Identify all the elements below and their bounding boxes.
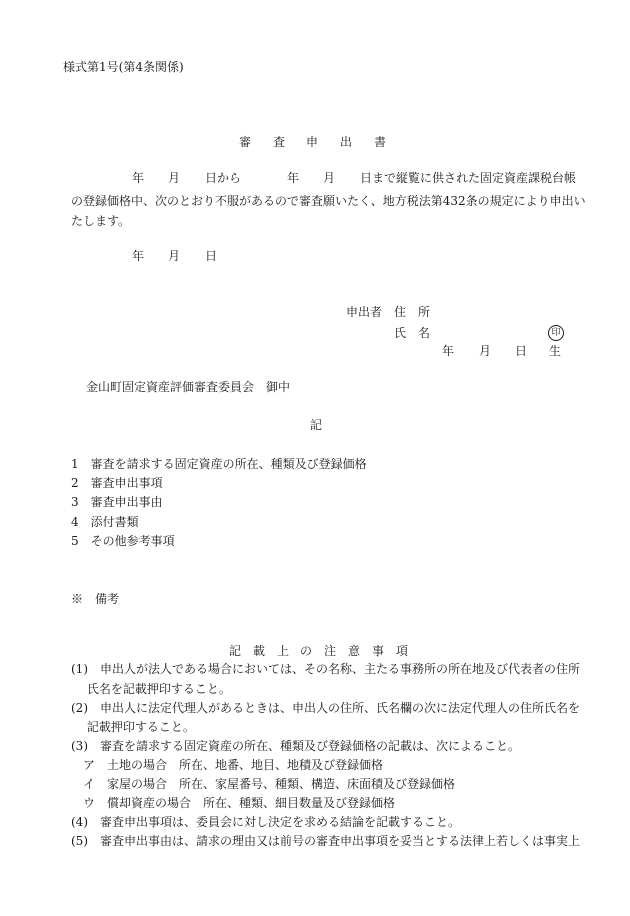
list-item: 1 審査を請求する固定資産の所在、種類及び登録価格 xyxy=(71,457,367,471)
notes-title-char: の xyxy=(300,644,313,658)
note-line: (3) 審査を請求する固定資産の所在、種類及び登録価格の記載は、次によること。 xyxy=(71,739,521,753)
note-line: (5) 審査申出事由は、請求の理由又は前号の審査申出事項を妥当とする法律上若しくは事実上 xyxy=(71,834,581,848)
note-line: (1) 申出人が法人である場合においては、その名称、主たる事務所の所在地及び代表者の住所 xyxy=(71,662,581,676)
form-label: 様式第1号(第4条関係) xyxy=(63,60,184,74)
intro-year-2: 年 xyxy=(287,171,300,185)
notes-title-char: 項 xyxy=(396,644,409,658)
applicant-label: 申出者 xyxy=(346,305,383,319)
intro-month-2: 月 xyxy=(323,171,336,185)
recipient: 金山町固定資産評価審査委員会 御中 xyxy=(86,380,291,394)
ki-heading: 記 xyxy=(310,418,323,432)
remarks-heading: ※ 備考 xyxy=(71,592,120,606)
note-line: (2) 申出人に法定代理人があるときは、申出人の住所、氏名欄の次に法定代理人の住所氏名を xyxy=(71,701,581,715)
note-line: 記載押印すること。 xyxy=(71,720,195,734)
notes-title-char: 事 xyxy=(372,644,385,658)
notes-title-char: 意 xyxy=(348,644,361,658)
list-item: 3 審査申出事由 xyxy=(71,495,163,509)
notes-title-char: 記 xyxy=(229,644,242,658)
seal-mark: 印 xyxy=(548,325,564,341)
title-char: 申 xyxy=(306,135,319,149)
notes-title-char: 載 xyxy=(253,644,266,658)
address-label: 住 所 xyxy=(394,305,431,319)
intro-from: 日から xyxy=(205,171,242,185)
note-line: ウ 償却資産の場合 所在、種類、細目数量及び登録価格 xyxy=(71,796,396,810)
date-year: 年 xyxy=(132,249,145,263)
birth-day: 日 xyxy=(515,344,528,358)
birth-suffix: 生 xyxy=(549,344,562,358)
notes-title-char: 上 xyxy=(277,644,290,658)
intro-until: 日まで縦覧に供された固定資産課税台帳 xyxy=(360,171,577,185)
intro-line-3: たします。 xyxy=(71,214,131,228)
list-item: 2 審査申出事項 xyxy=(71,476,163,490)
birth-month: 月 xyxy=(479,344,492,358)
list-item: 5 その他参考事項 xyxy=(71,534,175,548)
note-line: ア 土地の場合 所在、地番、地目、地積及び登録価格 xyxy=(71,758,384,772)
name-label: 氏 名 xyxy=(394,326,431,340)
title-char: 査 xyxy=(273,135,286,149)
title-char: 書 xyxy=(374,135,387,149)
date-day: 日 xyxy=(205,249,218,263)
list-item: 4 添付書類 xyxy=(71,515,139,529)
notes-title-char: 注 xyxy=(324,644,337,658)
intro-year: 年 xyxy=(132,171,145,185)
note-line: イ 家屋の場合 所在、家屋番号、種類、構造、床面積及び登録価格 xyxy=(71,777,456,791)
note-line: 氏名を記載押印すること。 xyxy=(71,682,231,696)
date-month: 月 xyxy=(168,249,181,263)
title-char: 出 xyxy=(340,135,353,149)
birth-year: 年 xyxy=(442,344,455,358)
intro-line-2: の登録価格中、次のとおり不服があるので審査願いたく、地方税法第432条の規定により申出い xyxy=(71,194,586,208)
intro-month: 月 xyxy=(168,171,181,185)
note-line: (4) 審査申出事項は、委員会に対し決定を求める結論を記載すること。 xyxy=(71,815,461,829)
title-char: 審 xyxy=(239,135,252,149)
